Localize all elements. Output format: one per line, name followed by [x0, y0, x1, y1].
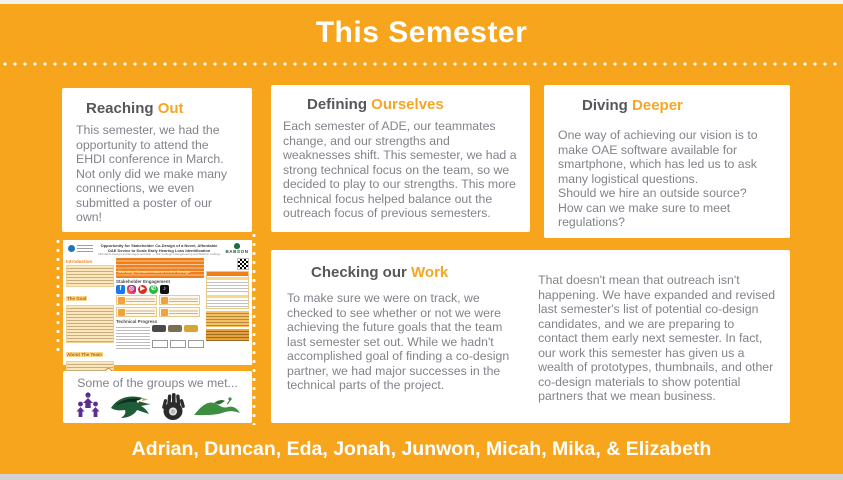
device-photos: [152, 325, 204, 351]
groups-card: [63, 371, 252, 423]
olin-college-logo-icon: [68, 245, 75, 252]
title-accent: Work: [411, 264, 449, 281]
dotted-divider: [0, 62, 843, 66]
flow-box: [188, 340, 204, 348]
card-reaching-out: [62, 88, 252, 232]
flow-box: [170, 340, 186, 348]
poster-goal-heading: The Goal: [67, 296, 87, 301]
poster-middle-column: [116, 258, 204, 359]
poster-header: [66, 243, 249, 258]
flow-box: [152, 340, 168, 348]
device-photo: [184, 325, 198, 332]
poster-team-heading: About The Team: [67, 352, 102, 357]
checking-left-column: [287, 264, 520, 413]
instagram-icon: ◎: [128, 286, 135, 292]
poster-introduction-heading: Introduction: [66, 259, 93, 264]
poster-right-column: [206, 258, 249, 359]
poster-introduction-text: [66, 265, 114, 287]
facebook-icon: f: [116, 285, 125, 294]
whatsapp-icon: ✆: [150, 286, 157, 292]
eagle-mascot-logo-icon: [109, 392, 153, 420]
olin-college-logo-text: [77, 245, 93, 252]
card-checking-body-left: To make sure we were on track, we checked to see whether or not we were achieving the future goals that the team last semester set out. While we hadn't accomplished goal of finding a co-design partner, we had major successes in the technical parts of the project.: [287, 291, 510, 392]
production-flowchart: [152, 340, 204, 348]
engagement-cell: [116, 307, 157, 317]
top-edge-bar: [0, 0, 843, 4]
title-dark: Checking our: [311, 264, 407, 281]
table-header: [207, 272, 248, 276]
acknowledgements-block: [206, 311, 249, 327]
engagement-cell: [159, 295, 200, 305]
table-rows: [207, 298, 248, 308]
technical-row: [116, 325, 204, 351]
poster-goal-text: [66, 305, 114, 343]
stakeholder-table: [206, 271, 249, 309]
device-photo: [152, 325, 166, 332]
card-diving-title: [558, 97, 778, 114]
qr-code-icon: [237, 258, 249, 270]
engagement-cell: [116, 295, 157, 305]
hand-print-logo-icon: [160, 391, 186, 421]
poster-engagement-heading: Stakeholder Engagement: [116, 279, 171, 284]
card-reaching-body: This semester, we had the opportunity to attend the EHDI conference in March. Not only did we make many connections, we even submitted a poster of our own!: [76, 123, 228, 224]
title-accent: Ourselves: [371, 96, 444, 113]
poster-title: [96, 244, 222, 256]
title-dark: Defining: [307, 96, 367, 113]
card-checking-title: [287, 264, 520, 281]
social-icons-row: [116, 285, 204, 294]
title-dark: Reaching: [86, 100, 154, 117]
card-diving-body: One way of achieving our vision is to make OAE software available for smartphone, which has led us to ask many logistical questions.: [558, 128, 758, 186]
card-defining-title: [283, 96, 518, 113]
title-accent: Out: [157, 100, 184, 117]
poster-title-text: Opportunity for Stakeholder Co-Design of a Novel, Affordable OAE Device to Scale Early Hearing Loss Identification: [100, 244, 218, 253]
table-rows: [207, 280, 248, 294]
dotted-divider-left: [56, 237, 60, 357]
youtube-icon: ▶: [138, 285, 147, 294]
card-diving-question-2: How can we make sure to meet regulations?: [558, 200, 731, 229]
device-photo: [168, 325, 182, 332]
poster-body: [66, 258, 249, 359]
community-people-logo-icon: [73, 391, 103, 421]
technical-text: [116, 325, 150, 351]
team-names-footer: Adrian, Duncan, Eda, Jonah, Junwon, Micah, Mika, & Elizabeth: [131, 438, 712, 460]
tiktok-icon: ♪: [160, 285, 169, 294]
engagement-grid: [116, 295, 204, 317]
card-checking-our-work: [271, 250, 790, 423]
babson-logo-text: BABSON: [225, 249, 249, 254]
babson-logo: [225, 243, 249, 254]
poster-subtitle-text: Affordable Design and Entrepreneurship — Olin College of Engineering and Babson College: [97, 252, 221, 256]
poster-left-column: [66, 258, 114, 359]
poster-banner: [116, 258, 204, 278]
card-diving-question-1: Should we hire an outside source?: [558, 186, 747, 200]
groups-caption: Some of the groups we met...: [77, 376, 238, 390]
references-block: [206, 329, 249, 341]
engagement-cell: [159, 307, 200, 317]
card-checking-body-right: That doesn't mean that outreach isn't happening. We have expanded and revised last semester's list of potential co-design candidates, and we are preparing to contact them early next semester. In fact, our work this semester has given us a wealth of prototypes, thumbnails, and other co-design materials to show potential partners that we mean business.: [538, 273, 776, 403]
card-diving-deeper: [544, 85, 790, 238]
card-reaching-title: [76, 100, 240, 117]
title-accent: Deeper: [632, 97, 683, 114]
dotted-divider-right: [252, 231, 256, 425]
technical-progress-section: [116, 319, 204, 351]
poster-banner-heading: Working Considerations in the Design: [118, 269, 191, 274]
group-logos-row: [69, 391, 246, 421]
checking-right-column: [538, 264, 776, 413]
title-dark: Diving: [582, 97, 628, 114]
page-title: This Semester: [315, 16, 528, 49]
poster-technical-heading: Technical Progress: [116, 319, 158, 324]
card-defining-body: Each semester of ADE, our teammates change, and our strengths and weaknesses shift. This semester, we had a strong technical focus on the team, so we decided to play to our strengths. This more technical focus helped balance out the outreach focus of previous semesters.: [283, 119, 517, 220]
mountain-bird-logo-icon: [192, 393, 242, 419]
bottom-edge-bar: [0, 474, 843, 480]
card-defining-ourselves: [271, 85, 530, 232]
conference-poster-thumbnail: [63, 240, 252, 365]
